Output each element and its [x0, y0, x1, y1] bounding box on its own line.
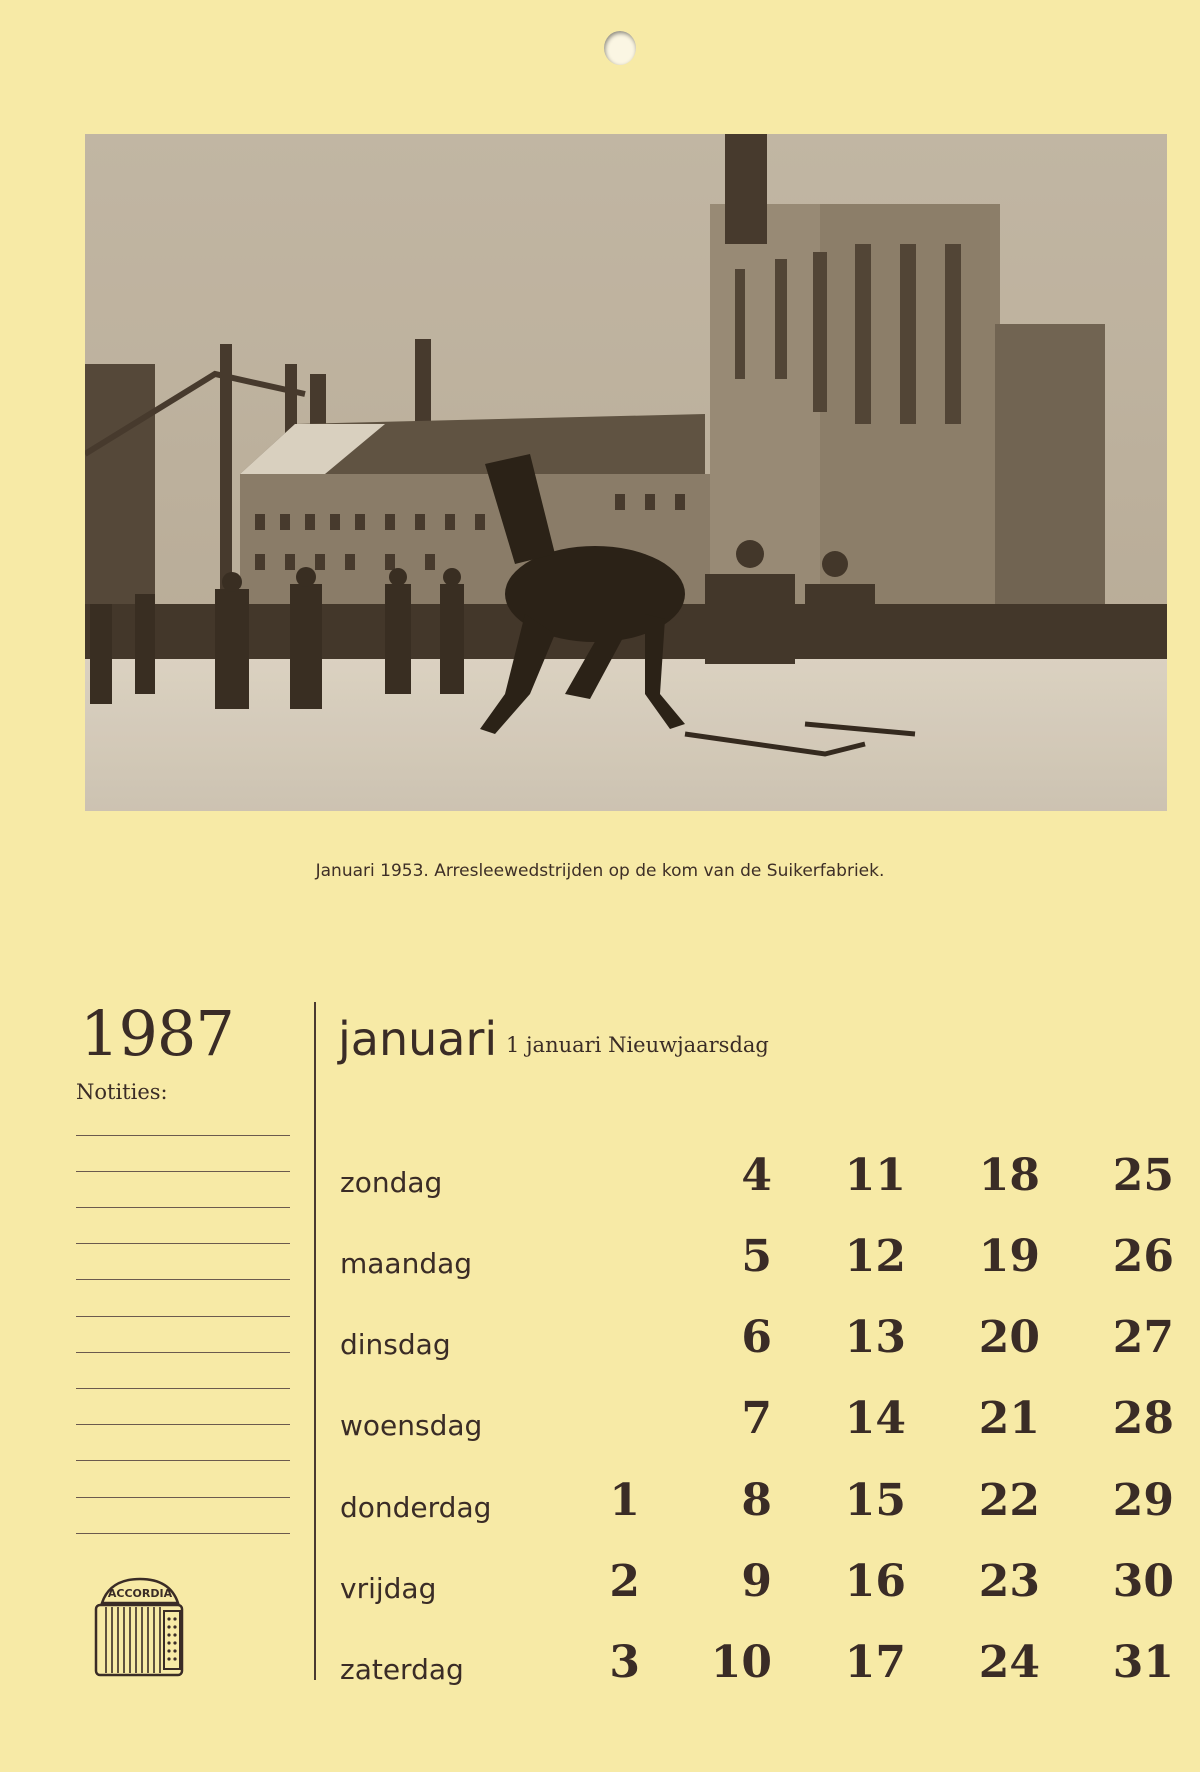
notes-label: Notities: — [76, 1080, 168, 1104]
date-cell: 7 — [741, 1393, 772, 1444]
date-cell: 13 — [844, 1312, 906, 1363]
note-line — [76, 1279, 290, 1280]
note-line — [76, 1352, 290, 1353]
holiday-note: 1 januari Nieuwjaarsdag — [506, 1033, 769, 1057]
logo-text: ACCORDIA — [107, 1587, 173, 1600]
date-cell: 5 — [741, 1231, 772, 1282]
date-cell: 10 — [710, 1637, 772, 1688]
date-cell: 12 — [844, 1231, 906, 1282]
date-cell: 21 — [978, 1393, 1040, 1444]
weekday-label: maandag — [340, 1247, 473, 1280]
date-cell: 2 — [609, 1556, 640, 1607]
date-cell: 9 — [741, 1556, 772, 1607]
historic-photo — [85, 134, 1167, 811]
date-cell: 22 — [978, 1475, 1040, 1526]
date-cell: 17 — [844, 1637, 906, 1688]
date-cell: 3 — [609, 1637, 640, 1688]
accordion-icon — [90, 1575, 190, 1680]
weekday-label: zondag — [340, 1166, 443, 1199]
weekday-label: donderdag — [340, 1491, 492, 1524]
date-cell: 14 — [844, 1393, 906, 1444]
date-cell: 26 — [1112, 1231, 1174, 1282]
date-cell: 4 — [741, 1150, 772, 1201]
date-cell: 23 — [978, 1556, 1040, 1607]
calendar-year: 1987 — [80, 997, 234, 1070]
date-cell: 20 — [978, 1312, 1040, 1363]
date-cell: 1 — [609, 1475, 640, 1526]
date-cell: 15 — [844, 1475, 906, 1526]
date-cell: 8 — [741, 1475, 772, 1526]
weekday-label: woensdag — [340, 1409, 483, 1442]
note-line — [76, 1388, 290, 1389]
date-cell: 25 — [1112, 1150, 1174, 1201]
date-cell: 30 — [1112, 1556, 1174, 1607]
photo-caption: Januari 1953. Arresleewedstrijden op de kom van de Suikerfabriek. — [315, 861, 885, 881]
note-line — [76, 1533, 290, 1534]
date-cell: 29 — [1112, 1475, 1174, 1526]
note-line — [76, 1316, 290, 1317]
note-line — [76, 1497, 290, 1498]
date-cell: 28 — [1112, 1393, 1174, 1444]
date-cell: 6 — [741, 1312, 772, 1363]
hanging-hole — [604, 31, 636, 65]
weekday-label: zaterdag — [340, 1653, 464, 1686]
date-cell: 11 — [844, 1150, 906, 1201]
date-cell: 18 — [978, 1150, 1040, 1201]
note-line — [76, 1171, 290, 1172]
note-line — [76, 1424, 290, 1425]
date-cell: 27 — [1112, 1312, 1174, 1363]
month-title: januari — [338, 1012, 498, 1066]
weekday-label: dinsdag — [340, 1328, 451, 1361]
photo-illustration — [85, 134, 1167, 811]
date-cell: 24 — [978, 1637, 1040, 1688]
date-cell: 16 — [844, 1556, 906, 1607]
column-divider — [314, 1002, 316, 1680]
note-line — [76, 1460, 290, 1461]
weekday-label: vrijdag — [340, 1572, 437, 1605]
accordia-logo — [90, 1575, 190, 1680]
note-line — [76, 1135, 290, 1136]
note-line — [76, 1243, 290, 1244]
note-line — [76, 1207, 290, 1208]
date-cell: 31 — [1112, 1637, 1174, 1688]
date-cell: 19 — [978, 1231, 1040, 1282]
